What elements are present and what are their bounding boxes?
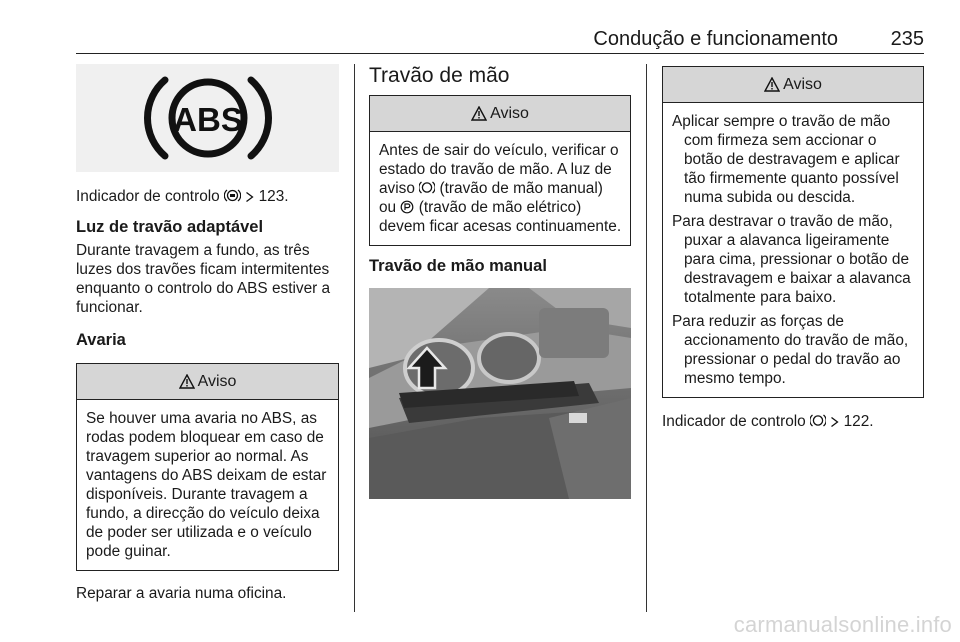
warning-text-part-1: Antes de sair do veículo, verificar o estado do travão de mão. A luz de aviso: [379, 142, 619, 197]
indicator-page-ref: 122.: [843, 413, 874, 430]
page-ref-icon: [830, 416, 839, 428]
warning-paragraph-1: Aplicar sempre o travão de mão com firmeza sem accionar o botão de destravagem e aplicar tão firmemente quanto possível numa subida ou descida.: [672, 113, 900, 206]
warning-text-part-3: (travão de mão elétrico) devem ficar acesas continuamente.: [379, 199, 622, 235]
page-number: 235: [890, 28, 924, 50]
column-1: [76, 64, 339, 603]
warning-text-part-2: (travão de mão manual) ou: [379, 180, 603, 216]
abs-logo-text: ABS: [172, 101, 243, 138]
warning-header: [77, 364, 338, 400]
repair-text: Reparar a avaria numa oficina.: [76, 585, 287, 602]
column-divider: [354, 64, 355, 612]
indicator-text: Indicador de controlo: [662, 413, 806, 430]
adaptive-brake-text: Durante travagem a fundo, as três luzes dos travões ficam intermitentes enquanto o controlo do ABS estiver a funcionar.: [76, 242, 331, 316]
warning-body: [663, 103, 923, 397]
indicator-page-ref: 123.: [258, 188, 289, 205]
warning-triangle-icon: [764, 77, 780, 92]
brake-indicator-line: [662, 412, 924, 431]
abs-small-icon: [224, 188, 241, 203]
abs-indicator-image: [76, 64, 339, 172]
warning-text: [379, 141, 622, 236]
abs-warning-icon: [143, 70, 273, 166]
heading-adaptive-brake-light: Luz de travão adaptável: [76, 218, 264, 236]
warning-label: Aviso: [783, 75, 822, 93]
warning-triangle-icon: [471, 106, 487, 121]
warning-header: [370, 96, 630, 132]
warning-box-handbrake-use: [662, 66, 924, 398]
column-2: [369, 64, 631, 499]
warning-paragraph-3: Para reduzir as forças de accionamento do travão de mão, pressionar o pedal do travão ao mesmo tempo.: [672, 313, 909, 387]
brake-warning-icon: [810, 413, 826, 428]
warning-box-abs: [76, 363, 339, 571]
warning-body: [77, 400, 338, 570]
page-header: [76, 24, 924, 54]
column-3: [662, 64, 924, 431]
page-ref-icon: [245, 191, 254, 203]
handbrake-photo: [369, 288, 631, 499]
warning-label: Aviso: [490, 104, 529, 122]
abs-indicator-line: [76, 187, 339, 206]
section-title: Condução e funcionamento: [593, 28, 838, 50]
warning-body: [370, 132, 630, 245]
warning-box-parking-brake: [369, 95, 631, 246]
warning-label: Aviso: [197, 372, 237, 390]
warning-text: Se houver uma avaria no ABS, as rodas podem bloquear em caso de travagem superior ao normal. As vantagens do ABS deixam de estar disponíveis. Durante travagem a fundo, a direcção do veículo deixa de poder ser utilizada e o veículo pode guinar.: [86, 410, 327, 560]
electric-parking-brake-icon: [400, 200, 414, 214]
column-divider: [646, 64, 647, 612]
indicator-text: Indicador de controlo: [76, 188, 220, 205]
heading-manual-parking-brake: Travão de mão manual: [369, 257, 547, 275]
warning-triangle-icon: [179, 374, 195, 389]
warning-paragraph-2: Para destravar o travão de mão, puxar a alavanca ligeiramente para cima, pressionar o botão de destravagem e baixar a alavanca totalmente para baixo.: [672, 213, 911, 306]
warning-header: [663, 67, 923, 103]
heading-parking-brake: Travão de mão: [369, 64, 510, 87]
heading-avaria: Avaria: [76, 331, 126, 349]
brake-warning-icon: [419, 180, 435, 195]
watermark: carmanualsonline.info: [733, 612, 952, 637]
